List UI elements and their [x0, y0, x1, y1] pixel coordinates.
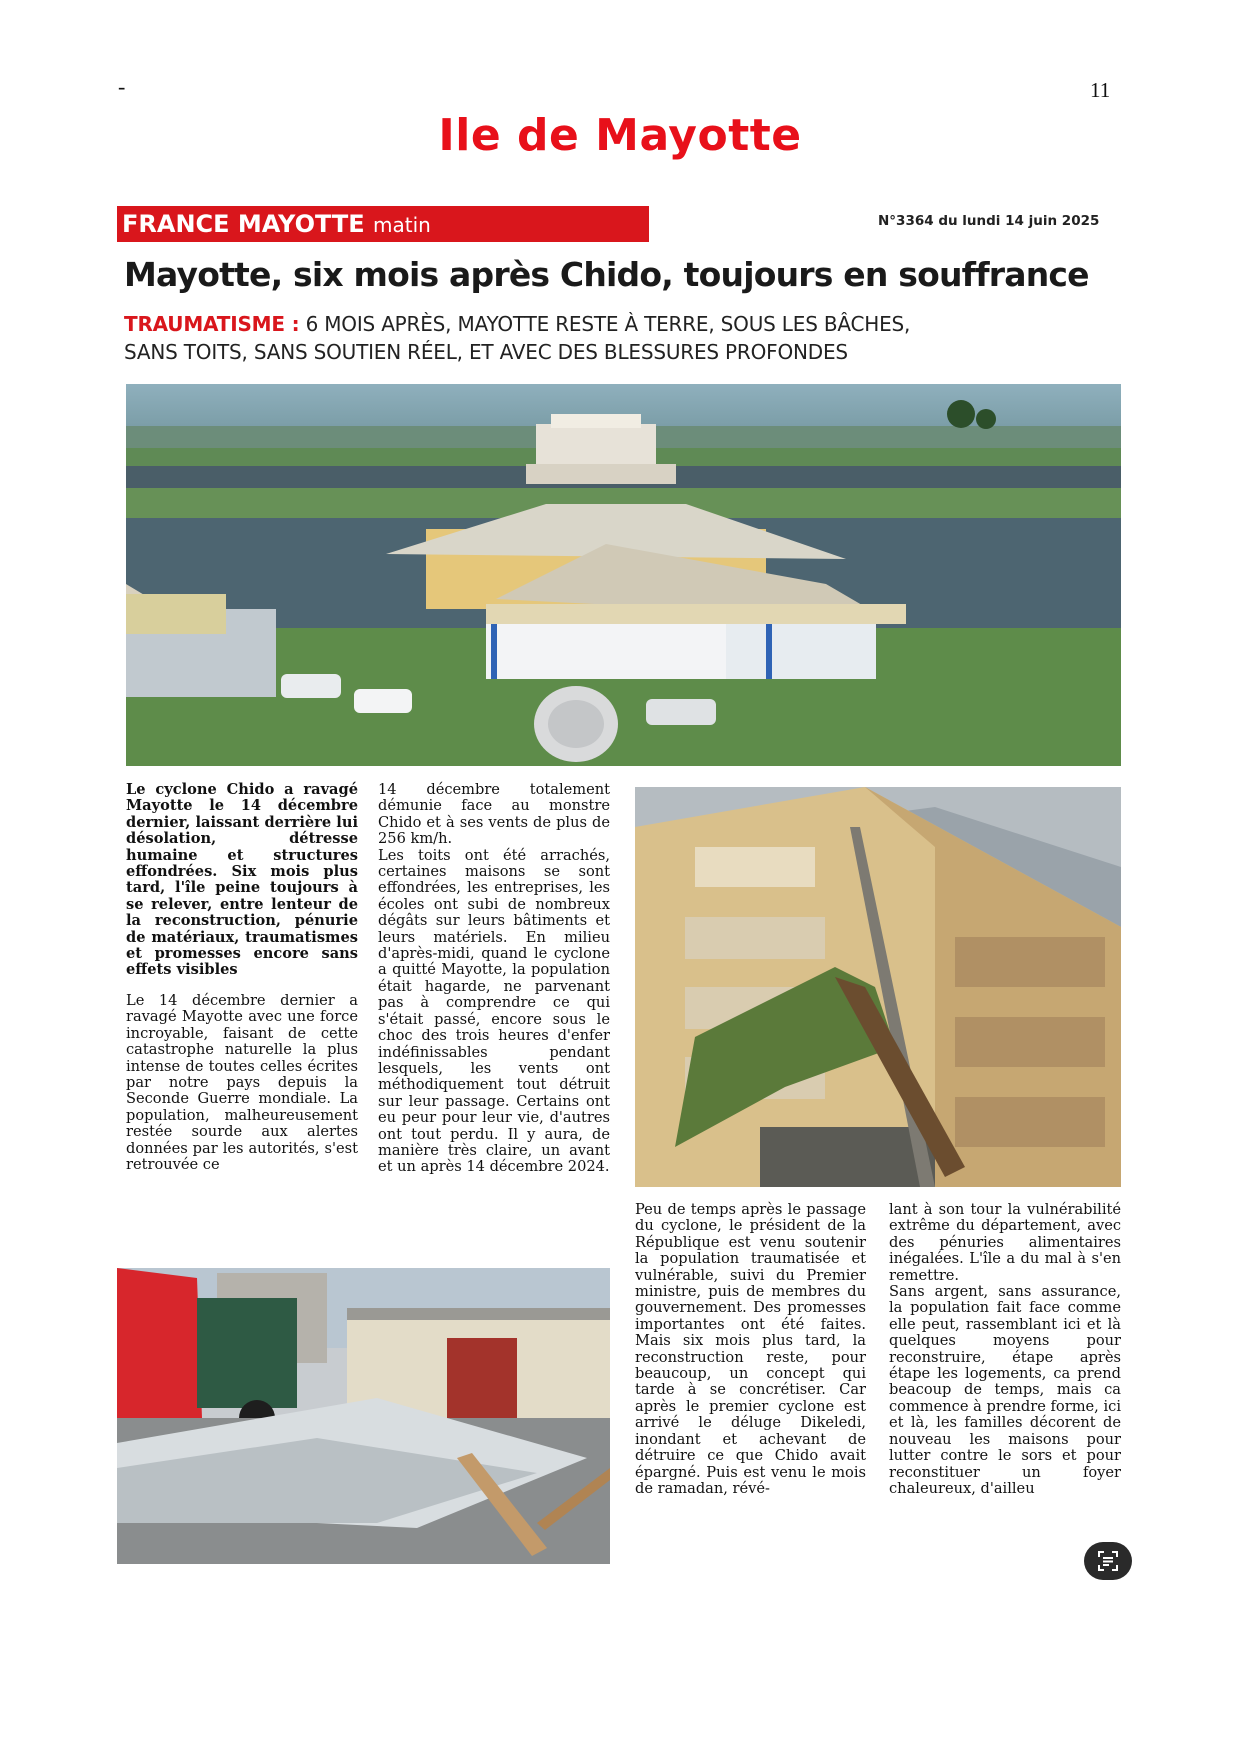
column-1-body: Le 14 décembre dernier a ravagé Mayotte avec une force incroyable, faisant de cette catastrophe naturelle la plus intense de toutes celles écrites par notre pays depuis la Seconde Guerre mondiale. La population, malheureusement restée sourde aux alertes données par les autorités, s'est retrouvée ce [126, 991, 358, 1173]
column-4-paragraph-1: lant à son tour la vulnérabilité extrême du département, avec des pénuries alimentaires inégalées. L'île a du mal à s'en remettre. [889, 1201, 1121, 1284]
issue-date: N°3364 du lundi 14 juin 2025 [878, 213, 1100, 229]
text-scan-button[interactable] [1084, 1542, 1132, 1580]
article-column-3 [635, 1202, 866, 1497]
subhead-line-1: 6 MOIS APRÈS, MAYOTTE RESTE À TERRE, SOUS LES BÂCHES, [305, 312, 911, 336]
column-3-body: Peu de temps après le passage du cyclone, le président de la République est venu soutenir la population traumatisée et vulnérable, suivi du Premier ministre, puis de membres du gouvernement. Des promesses importantes ont été faites. Mais six mois plus tard, la reconstruction reste, pour beaucoup, un concept qui tarde à se concrétiser. Car après le premier cyclone est arrivé le déluge Dikeledi, inondant et achevant de détruire ce que Chido avait épargné. Puis est venu le mois de ramadan, révé- [635, 1201, 866, 1497]
subhead-kicker: TRAUMATISME : [124, 312, 300, 336]
page-number: 11 [1090, 78, 1111, 102]
photo-damaged-airport [126, 384, 1121, 766]
newspaper-masthead [117, 206, 649, 242]
article-subhead [124, 310, 1134, 366]
subhead-line-2: SANS TOITS, SANS SOUTIEN RÉEL, ET AVEC DES BLESSURES PROFONDES [124, 340, 848, 364]
article-column-1 [126, 782, 358, 1173]
text-scan-icon [1096, 1549, 1120, 1573]
article-column-2 [378, 782, 610, 1176]
masthead-name: FRANCE MAYOTTE [122, 210, 365, 238]
photo-damaged-apartment [635, 787, 1121, 1187]
column-4-paragraph-2: Sans argent, sans assurance, la population fait face comme elle peut, rassemblant ici et là quelques moyens pour reconstruire, étape après étape les logements, ca prend beacoup de temps, mais ca commence à prendre forme, ici et là, les familles décorent de nouveau les maisons pour lutter contre le sors et pour reconstituer un foyer chaleureux, d'ailleu [889, 1283, 1121, 1497]
article-column-4 [889, 1202, 1121, 1497]
article-lead: Le cyclone Chido a ravagé Mayotte le 14 décembre dernier, laissant derrière lui désolation, détresse humaine et structures effondrées. Six mois plus tard, l'île peine toujours à se relever, entre lenteur de la reconstruction, pénurie de matériaux, traumatismes et promesses encore sans effets visibles [126, 781, 358, 979]
page-dash: - [118, 74, 126, 99]
column-2-paragraph-1: 14 décembre totalement démunie face au monstre Chido et à ses vents de plus de 256 km/h. [378, 781, 610, 848]
column-2-paragraph-2: Les toits ont été arrachés, certaines maisons se sont effondrées, les entreprises, les écoles ont subi de nombreux dégâts sur leurs bâtiments et leurs matériels. En milieu d'après-midi, quand le cyclone a quitté Mayotte, la population était hagarde, ne parvenant pas à comprendre ce qui s'était passé, encore sous le choc des trois heures d'enfer indéfinissables pendant lesquels, les vents ont méthodiquement tout détruit sur leur passage. Certains ont eu peur pour leur vie, d'autres ont tout perdu. Il y aura, de manière très claire, un avant et un après 14 décembre 2024. [378, 846, 610, 1176]
photo-truck-debris [117, 1268, 610, 1564]
article-headline: Mayotte, six mois après Chido, toujours en souffrance [124, 255, 1089, 294]
masthead-edition: matin [373, 213, 431, 237]
page-title: Ile de Mayotte [438, 110, 802, 161]
